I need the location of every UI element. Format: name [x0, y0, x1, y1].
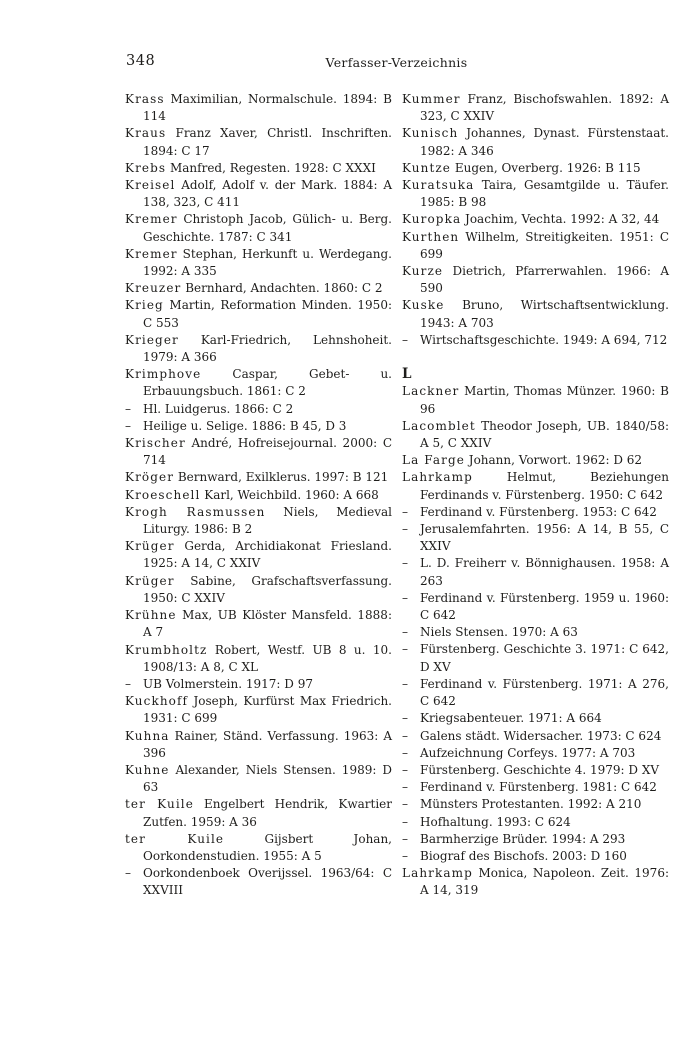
author-name: Lackner [402, 384, 460, 399]
index-entry: Kurze Dietrich, Pfarrerwahlen. 1966: A 590 [402, 264, 669, 296]
author-name: Krischer [125, 436, 186, 451]
author-name: Lacomblet [402, 418, 476, 433]
same-author-dash: – [402, 780, 408, 795]
index-entry: Krieg Martin, Reformation Minden. 1950: C 553 [125, 298, 392, 330]
running-head [125, 53, 668, 71]
same-author-dash: – [402, 831, 408, 846]
author-name: ter Kuile [125, 831, 225, 846]
index-entry: Krieger Karl-Friedrich, Lehnshoheit. 1979: A 366 [125, 332, 392, 365]
same-author-dash: – [402, 625, 408, 640]
index-entry-same-author: – L. D. Freiherr v. Bönnighausen. 1958: A 263 [402, 556, 669, 588]
author-name: Kuckhoff [125, 694, 189, 709]
author-name: Kraus [125, 126, 167, 141]
author-name: Kuntze [402, 160, 452, 175]
index-entry-same-author: – Ferdinand v. Fürstenberg. 1959 u. 1960: C 642 [402, 590, 669, 623]
index-entry: Kraus Franz Xaver, Christl. Inschriften. 1894: C 17 [125, 126, 392, 158]
index-entry-same-author: – Ferdinand v. Fürstenberg. 1981: C 642 [402, 779, 669, 796]
index-entry-same-author: – Fürstenberg. Geschichte 3. 1971: C 642, D XV [402, 642, 669, 674]
index-entry: Krass Maximilian, Normalschule. 1894: B 114 [125, 92, 392, 124]
index-entry: Kurthen Wilhelm, Streitigkeiten. 1951: C 699 [402, 229, 669, 261]
author-name: Kurthen [402, 229, 460, 244]
index-entry: Lahrkamp Helmut, Beziehungen Ferdinands v. Fürstenberg. 1950: C 642 [402, 470, 669, 502]
index-entry-same-author: – UB Volmerstein. 1917: D 97 [125, 676, 392, 693]
same-author-dash: – [125, 676, 131, 691]
author-name: Kuratsuka [402, 178, 475, 193]
index-entry: Lacomblet Theodor Joseph, UB. 1840/58: A 5, C XXIV [402, 418, 669, 451]
index-entry-same-author: – Hl. Luidgerus. 1866: C 2 [125, 401, 392, 418]
author-name: Kummer [402, 92, 461, 106]
index-entry: Kroeschell Karl, Weichbild. 1960: A 668 [125, 487, 379, 502]
index-entry: Kummer Franz, Bischofswahlen. 1892: A 323, C XXIV [402, 92, 669, 124]
author-name: Krühne [125, 608, 177, 623]
same-author-dash: – [402, 848, 408, 863]
index-entry: Kremer Christoph Jacob, Gülich- u. Berg. Geschichte. 1787: C 341 [125, 212, 392, 244]
same-author-dash: – [402, 676, 408, 691]
page-number: 348 [126, 53, 156, 69]
index-entry: Krumbholtz Robert, Westf. UB 8 u. 10. 1908/13: A 8, C XL [125, 642, 392, 674]
same-author-dash: – [402, 504, 408, 519]
index-entry: Kuhne Alexander, Niels Stensen. 1989: D 63 [125, 762, 392, 795]
index-entry: Kuckhoff Joseph, Kurfürst Max Friedrich. 1931: C 699 [125, 694, 392, 726]
index-entry-same-author: – Fürstenberg. Geschichte 4. 1979: D XV [402, 762, 669, 779]
same-author-dash: – [402, 745, 408, 760]
author-name: Kremer [125, 246, 178, 261]
same-author-dash: – [402, 590, 408, 605]
author-name: Kremer [125, 212, 178, 227]
same-author-dash: – [125, 866, 131, 881]
author-name: Kroeschell [125, 487, 201, 502]
section-letter-heading: L [402, 366, 412, 383]
index-columns [125, 91, 669, 900]
index-entry-same-author: – Ferdinand v. Fürstenberg. 1971: A 276, C 642 [402, 676, 669, 709]
index-entry: Kuropka Joachim, Vechta. 1992: A 32, 44 [402, 212, 660, 227]
same-author-dash: – [402, 642, 408, 657]
index-entry: Kreisel Adolf, Adolf v. der Mark. 1884: A 138, 323, C 411 [125, 178, 392, 210]
author-name: Krieg [125, 298, 164, 313]
index-entry: Kuratsuka Taira, Gesamtgilde u. Täufer. 1985: B 98 [402, 178, 669, 210]
index-entry: Lackner Martin, Thomas Münzer. 1960: B 96 [402, 384, 669, 416]
index-entry-same-author: – Hofhaltung. 1993: C 624 [402, 814, 669, 831]
index-entry-same-author: – Ferdinand v. Fürstenberg. 1953: C 642 [402, 504, 669, 521]
author-name: Krimphove [125, 367, 202, 382]
index-entry: Krüger Sabine, Grafschaftsverfassung. 1950: C XXIV [125, 573, 392, 605]
author-name: Krass [125, 92, 165, 106]
author-name: Kröger [125, 470, 175, 485]
index-entry: Krischer André, Hofreisejournal. 2000: C 714 [125, 436, 392, 468]
index-entry: Krebs Manfred, Regesten. 1928: C XXXI [125, 160, 376, 175]
same-author-dash: – [402, 711, 408, 726]
index-entry: ter Kuile Gijsbert Johan, Oorkondenstudien. 1955: A 5 [125, 831, 392, 863]
index-entry-same-author: – Jerusalemfahrten. 1956: A 14, B 55, C XXIV [402, 522, 669, 554]
running-title: Verfasser-Verzeichnis [325, 54, 468, 70]
author-name: Kreisel [125, 178, 176, 193]
author-name: La Farge [402, 453, 465, 468]
author-name: Krüger [125, 539, 175, 554]
same-author-dash: – [402, 797, 408, 812]
author-name: ter Kuile [125, 797, 194, 812]
blank-line [402, 349, 669, 366]
index-entry-same-author: – Münsters Protestanten. 1992: A 210 [402, 796, 669, 813]
same-author-dash: – [402, 728, 408, 743]
index-entry: Kunisch Johannes, Dynast. Fürstenstaat. 1982: A 346 [402, 126, 669, 158]
author-name: Lahrkamp [402, 866, 473, 881]
index-entry: Kuske Bruno, Wirtschaftsentwicklung. 1943: A 703 [402, 298, 669, 330]
index-entry-same-author: – Barmherzige Brüder. 1994: A 293 [402, 831, 669, 848]
author-name: Krumbholtz [125, 642, 208, 657]
same-author-dash: – [402, 762, 408, 777]
author-name: Krogh Rasmussen [125, 504, 266, 519]
author-name: Kuske [402, 298, 445, 313]
same-author-dash: – [125, 418, 131, 433]
author-name: Krüger [125, 573, 175, 588]
index-entry-same-author: – Biograf des Bischofs. 2003: D 160 [402, 848, 669, 865]
index-entry-same-author: – Wirtschaftsgeschichte. 1949: A 694, 712 [402, 332, 669, 349]
author-name: Kunisch [402, 126, 459, 141]
index-entry: Kuhna Rainer, Ständ. Verfassung. 1963: A 396 [125, 728, 392, 760]
index-entry: ter Kuile Engelbert Hendrik, Kwartier Zutfen. 1959: A 36 [125, 797, 392, 829]
same-author-dash: – [402, 332, 408, 347]
index-entry: Lahrkamp Monica, Napoleon. Zeit. 1976: A 14, 319 [402, 866, 669, 898]
index-entry: Krimphove Caspar, Gebet- u. Erbauungsbuch. 1861: C 2 [125, 367, 392, 399]
author-name: Krebs [125, 160, 167, 175]
author-name: Kurze [402, 264, 444, 279]
right-column [402, 91, 669, 900]
index-entry: Krühne Max, UB Klöster Mansfeld. 1888: A 7 [125, 608, 392, 640]
left-column [125, 91, 392, 900]
index-entry: Krogh Rasmussen Niels, Medieval Liturgy. 1986: B 2 [125, 504, 392, 537]
index-entry: Kreuzer Bernhard, Andachten. 1860: C 2 [125, 281, 383, 296]
same-author-dash: – [402, 522, 408, 537]
same-author-dash: – [402, 814, 408, 829]
index-entry-same-author: – Kriegsabenteuer. 1971: A 664 [402, 710, 669, 727]
author-name: Kuhna [125, 728, 170, 743]
index-entry-same-author: – Galens städt. Widersacher. 1973: C 624 [402, 728, 669, 745]
index-entry-same-author: – Niels Stensen. 1970: A 63 [402, 624, 669, 641]
index-entry: Kröger Bernward, Exilklerus. 1997: B 121 [125, 470, 389, 485]
author-name: Kuropka [402, 212, 462, 227]
index-entry-same-author: – Aufzeichnung Corfeys. 1977: A 703 [402, 745, 669, 762]
same-author-dash: – [125, 401, 131, 416]
index-entry: La Farge Johann, Vorwort. 1962: D 62 [402, 453, 643, 468]
author-name: Lahrkamp [402, 470, 473, 485]
author-name: Kuhne [125, 762, 170, 777]
index-entry-same-author: – Oorkondenboek Overijssel. 1963/64: C XXVIII [125, 866, 392, 898]
same-author-dash: – [402, 556, 408, 571]
index-entry: Krüger Gerda, Archidiakonat Friesland. 1925: A 14, C XXIV [125, 539, 392, 571]
index-entry-same-author: – Heilige u. Selige. 1886: B 45, D 3 [125, 418, 392, 435]
index-entry: Kremer Stephan, Herkunft u. Werdegang. 1992: A 335 [125, 246, 392, 279]
author-name: Krieger [125, 332, 179, 347]
author-name: Kreuzer [125, 281, 182, 296]
index-entry: Kuntze Eugen, Overberg. 1926: B 115 [402, 160, 641, 175]
